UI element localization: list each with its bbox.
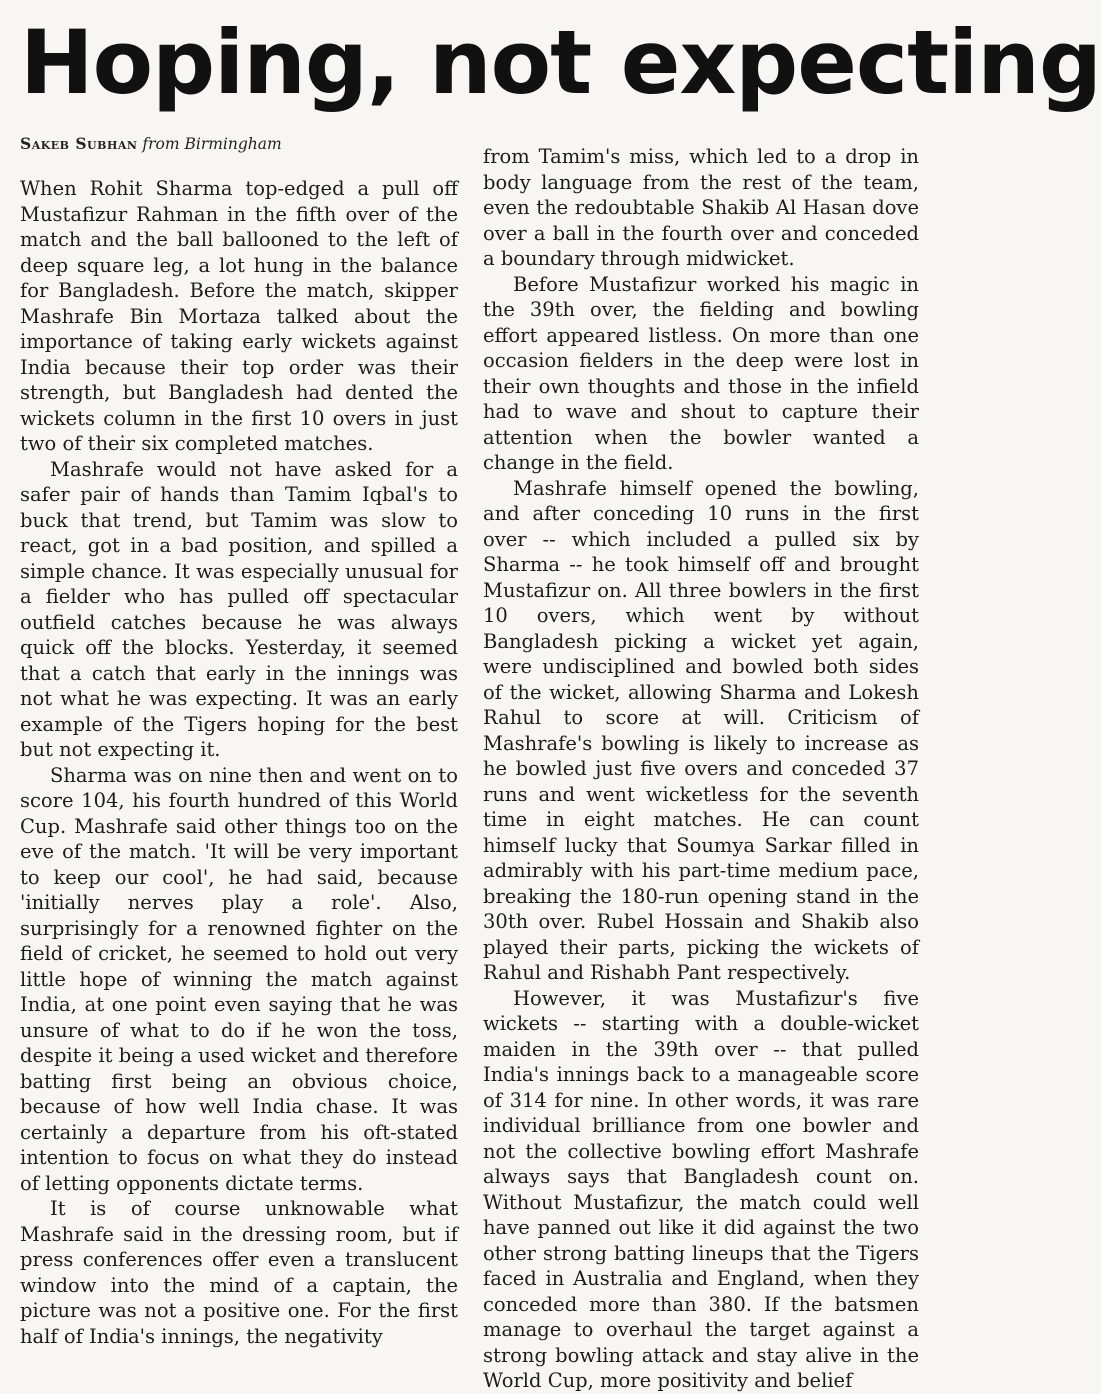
paragraph: It is of course unknowable what Mashrafe said in the dressing room, but if press conferences offer even a translucent window into the mind of a captain, the picture was not a positive one. For the first half of India's innings, the negativity: [20, 1197, 458, 1348]
paragraph-continued: from Tamim's miss, which led to a drop in body language from the rest of the team, even the redoubtable Shakib Al Hasan dove over a ball in the fourth over and conceded a boundary through midwicket.: [483, 145, 919, 270]
paragraph: When Rohit Sharma top-edged a pull off Mustafizur Rahman in the fifth over of the match and the ball ballooned to the left of deep square leg, a lot hung in the balance for Bangladesh. Before the match, skipper Mashrafe Bin Mortaza talked about the importance of taking early wickets against India because their top order was their strength, but Bangladesh had dented the wickets column in the first 10 overs in just two of their six completed matches.: [20, 177, 458, 455]
byline-location: from Birmingham: [142, 135, 282, 153]
headline: Hoping, not expecting: [20, 11, 1101, 114]
article-column-left: [20, 132, 458, 1374]
paragraph: Before Mustafizur worked his magic in the 39th over, the fielding and bowling effort appeared listless. On more than one occasion fielders in the deep were lost in their own thoughts and those in the infield had to wave and shout to capture their attention when the bowler wanted a change in the field.: [483, 272, 919, 474]
paragraph: Mashrafe would not have asked for a safer pair of hands than Tamim Iqbal's to buck that trend, but Tamim was slow to react, got in a bad position, and spilled a simple chance. It was especially unusual for a fielder who has pulled off spectacular outfield catches because he was always quick off the blocks. Yesterday, it seemed that a catch that early in the innings was not what he was expecting. It was an early example of the Tigers hoping for the best but not expecting it.: [20, 457, 458, 761]
byline: [20, 134, 458, 154]
byline-author: Sakeb Subhan: [20, 134, 138, 153]
article-column-right: [483, 144, 919, 1392]
paragraph: Sharma was on nine then and went on to score 104, his fourth hundred of this World Cup. Mashrafe said other things too on the eve of the match. 'It will be very important to keep our cool', he had said, because 'initially nerves play a role'. Also, surprisingly for a renowned fighter on the field of cricket, he seemed to hold out very little hope of winning the match against India, at one point even saying that he was unsure of what to do if he won the toss, despite it being a used wicket and therefore batting first being an obvious choice, because of how well India chase. It was certainly a departure from his oft-stated intention to focus on what they do instead of letting opponents dictate terms.: [20, 763, 458, 1195]
paragraph: Mashrafe himself opened the bowling, and after conceding 10 runs in the first over -- which included a pulled six by Sharma -- he took himself off and brought Mustafizur on. All three bowlers in the first 10 overs, which went by without Bangladesh picking a wicket yet again, were undisciplined and bowled both sides of the wicket, allowing Sharma and Lokesh Rahul to score at will. Criticism of Mashrafe's bowling is likely to increase as he bowled just five overs and conceded 37 runs and went wicketless for the seventh time in eight matches. He can count himself lucky that Soumya Sarkar filled in admirably with his part-time medium pace, breaking the 180-run opening stand in the 30th over. Rubel Hossain and Shakib also played their parts, picking the wickets of Rahul and Rishabh Pant respectively.: [483, 476, 919, 984]
paragraph: However, it was Mustafizur's five wickets -- starting with a double-wicket maiden in the 39th over -- that pulled India's innings back to a manageable score of 314 for nine. In other words, it was rare individual brilliance from one bowler and not the collective bowling effort Mashrafe always says that Bangladesh count on. Without Mustafizur, the match could well have panned out like it did against the two other strong batting lineups that the Tigers faced in Australia and England, when they conceded more than 380. If the batsmen manage to overhaul the target against a strong bowling attack and stay alive in the World Cup, more positivity and belief: [483, 986, 919, 1392]
